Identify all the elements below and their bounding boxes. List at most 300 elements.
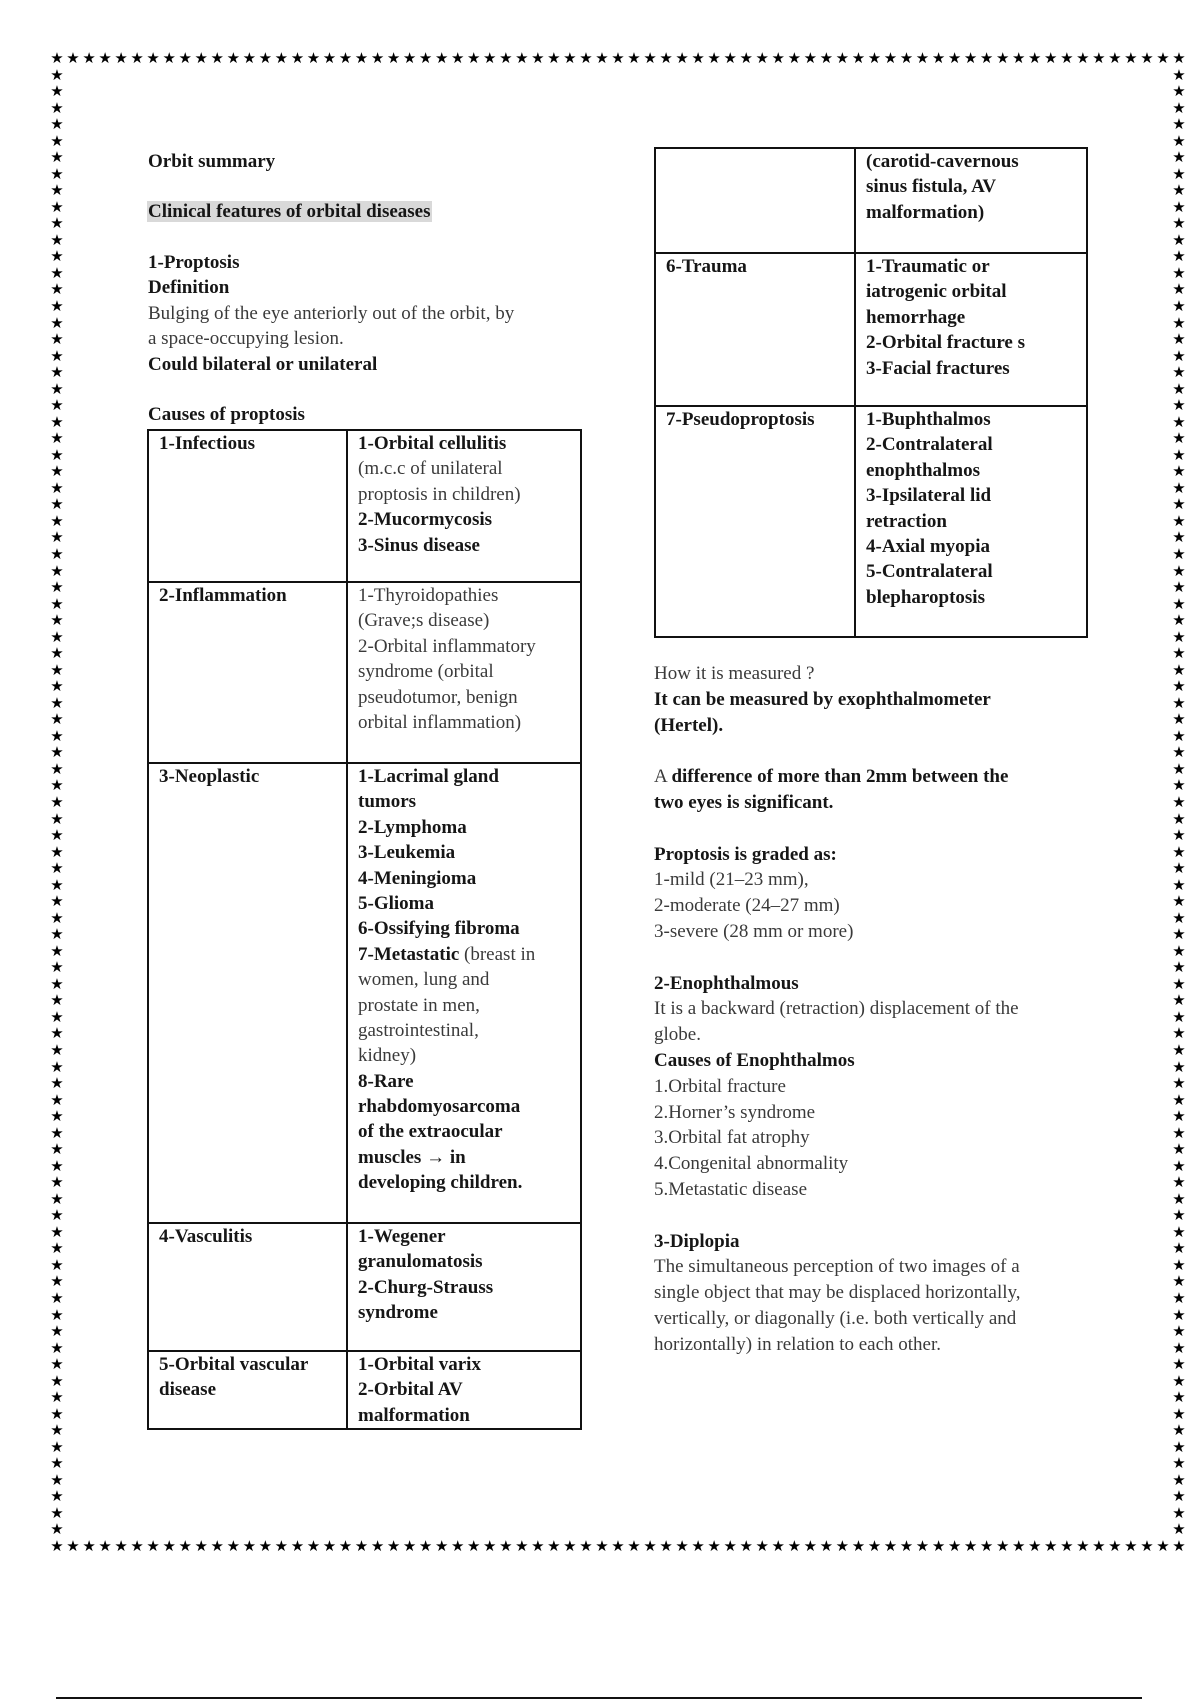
category-label: 5-Orbital vascular: [159, 1354, 309, 1375]
star-icon: ★: [499, 49, 513, 67]
star-icon: ★: [803, 1537, 818, 1555]
star-icon: ★: [50, 1041, 64, 1059]
cause-text: prostate in men,: [358, 994, 480, 1016]
star-icon: ★: [194, 49, 208, 67]
category-cell: [148, 430, 347, 582]
star-icon: ★: [50, 65, 64, 84]
star-icon: ★: [50, 214, 64, 233]
star-icon: ★: [1172, 1470, 1186, 1489]
star-icon: ★: [1140, 1537, 1154, 1555]
star-icon: ★: [210, 49, 224, 67]
cause-line: [358, 993, 580, 1018]
blank-line: [654, 738, 1021, 764]
star-icon: ★: [1044, 49, 1058, 67]
cause-line: [358, 1275, 580, 1300]
table-row: [148, 430, 581, 582]
star-icon: ★: [130, 49, 144, 67]
star-icon: ★: [963, 49, 978, 67]
cause-text: of the extraocular: [358, 1121, 503, 1143]
star-icon: ★: [947, 1537, 962, 1555]
star-icon: ★: [50, 908, 64, 927]
star-icon: ★: [50, 1371, 64, 1390]
star-icon: ★: [1172, 908, 1186, 927]
star-icon: ★: [1124, 49, 1138, 67]
star-icon: ★: [787, 1537, 802, 1555]
star-icon: ★: [274, 1537, 289, 1555]
star-icon: ★: [515, 1537, 529, 1555]
text-line: vertically, or diagonally (i.e. both vertically and: [654, 1307, 1017, 1329]
star-icon: ★: [50, 1007, 64, 1026]
star-icon: ★: [467, 49, 481, 67]
star-icon: ★: [1172, 1404, 1186, 1423]
cause-line: [866, 149, 1086, 174]
star-icon: ★: [354, 49, 369, 67]
star-icon: ★: [50, 611, 64, 630]
cause-text: gastrointestinal,: [358, 1019, 479, 1041]
star-icon: ★: [418, 49, 433, 67]
star-icon: ★: [50, 528, 64, 547]
star-icon: ★: [531, 49, 545, 67]
cause-text: retraction: [866, 510, 947, 532]
cause-text: 7-Metastatic: [358, 943, 460, 965]
star-icon: ★: [1172, 1520, 1186, 1539]
cause-line: [866, 279, 1086, 304]
star-icon: ★: [1092, 1537, 1106, 1555]
star-icon: ★: [947, 49, 962, 67]
star-icon: ★: [50, 495, 64, 514]
causes-cell: [347, 1223, 581, 1351]
cause-line: [866, 305, 1086, 330]
star-icon: ★: [322, 1537, 337, 1555]
star-icon: ★: [242, 1537, 257, 1555]
star-icon: ★: [50, 1123, 64, 1142]
table-row: [655, 148, 1087, 253]
star-icon: ★: [50, 49, 64, 67]
text-line: Causes of Enophthalmos: [654, 1049, 855, 1071]
star-icon: ★: [50, 627, 64, 646]
star-icon: ★: [50, 809, 64, 828]
star-icon: ★: [1172, 1107, 1186, 1126]
star-icon: ★: [1172, 1239, 1186, 1258]
star-icon: ★: [450, 49, 465, 67]
star-icon: ★: [50, 1173, 64, 1192]
text-line: 2-Enophthalmous: [654, 972, 799, 994]
star-icon: ★: [50, 1470, 64, 1489]
star-icon: ★: [418, 1537, 433, 1555]
star-icon: ★: [1156, 49, 1170, 67]
text-line: [654, 764, 1021, 790]
star-icon: ★: [50, 776, 64, 795]
star-icon: ★: [1172, 230, 1186, 249]
star-icon: ★: [1060, 49, 1074, 67]
star-icon: ★: [50, 1289, 64, 1307]
star-icon: ★: [50, 974, 64, 993]
text-line: 1.Orbital fracture: [654, 1075, 786, 1097]
star-icon: ★: [467, 1537, 481, 1555]
star-icon: ★: [1172, 1388, 1186, 1407]
cause-line: [358, 764, 580, 789]
cause-text: 1-Wegener: [358, 1226, 446, 1247]
cause-line: [358, 608, 580, 633]
star-icon: ★: [1172, 65, 1186, 84]
cause-line: [358, 1352, 580, 1377]
star-icon: ★: [50, 1305, 64, 1324]
cause-line: [358, 942, 580, 967]
cause-text: blepharoptosis: [866, 586, 985, 608]
star-icon: ★: [450, 1537, 465, 1555]
star-icon: ★: [50, 131, 64, 150]
star-icon: ★: [819, 1537, 834, 1555]
category-label: 3-Neoplastic: [159, 766, 260, 787]
star-icon: ★: [803, 49, 818, 67]
star-icon: ★: [130, 1537, 144, 1555]
causes-title: Causes of proptosis: [148, 404, 305, 425]
text-line: Proptosis is graded as:: [654, 843, 837, 865]
star-icon: ★: [867, 49, 882, 67]
star-icon: ★: [50, 1057, 64, 1076]
star-icon: ★: [547, 1537, 561, 1555]
star-icon: ★: [50, 892, 64, 911]
table-row: [148, 1351, 581, 1429]
star-icon: ★: [50, 1206, 64, 1225]
star-icon: ★: [1172, 164, 1186, 183]
star-icon: ★: [771, 1537, 785, 1555]
cause-line: [866, 432, 1086, 457]
cause-text: (carotid-cavernous: [866, 151, 1019, 172]
cause-line: [358, 659, 580, 684]
star-icon: ★: [50, 1222, 64, 1241]
cause-text: 6-Ossifying fibroma: [358, 918, 520, 940]
cause-line: [358, 583, 580, 608]
cause-line: [358, 1145, 580, 1170]
star-icon: ★: [755, 1537, 769, 1555]
cause-line: [358, 634, 580, 659]
star-icon: ★: [1172, 1487, 1186, 1506]
star-icon: ★: [322, 49, 337, 67]
star-icon: ★: [1140, 49, 1154, 67]
star-icon: ★: [306, 49, 321, 67]
star-icon: ★: [1172, 1189, 1186, 1208]
text-line: (Hertel).: [654, 714, 724, 736]
star-icon: ★: [611, 1537, 625, 1555]
text-line: single object that may be displaced horizontally,: [654, 1282, 1021, 1304]
star-icon: ★: [50, 1074, 64, 1093]
cause-text: syndrome: [358, 1302, 438, 1324]
star-icon: ★: [50, 1454, 64, 1473]
star-icon: ★: [643, 49, 657, 67]
star-icon: ★: [50, 1024, 64, 1043]
category-label: disease: [159, 1379, 216, 1401]
star-icon: ★: [178, 49, 192, 67]
cause-line: [866, 458, 1086, 483]
star-icon: ★: [1156, 1537, 1170, 1555]
star-icon: ★: [338, 49, 353, 67]
definition-text: a space-occupying lesion.: [148, 328, 344, 350]
cause-text: 2-Orbital inflammatory: [358, 635, 536, 657]
star-icon: ★: [50, 545, 64, 563]
star-icon: ★: [98, 49, 112, 67]
category-label: 1-Infectious: [159, 433, 256, 454]
star-icon: ★: [50, 1487, 64, 1506]
star-icon: ★: [50, 743, 64, 762]
star-icon: ★: [50, 263, 64, 282]
star-icon: ★: [50, 826, 64, 845]
star-icon: ★: [1172, 429, 1186, 448]
star-icon: ★: [931, 1537, 946, 1555]
cause-text: kidney): [358, 1045, 417, 1067]
star-icon: ★: [1172, 1156, 1186, 1175]
cause-line: [358, 710, 580, 735]
category-cell: [148, 1351, 347, 1429]
cause-text: proptosis in children): [358, 483, 521, 505]
star-icon: ★: [1172, 528, 1186, 547]
star-icon: ★: [50, 330, 64, 349]
star-icon: ★: [723, 49, 737, 67]
definition-text: Bulging of the eye anteriorly out of the orbit, by: [148, 302, 515, 324]
star-icon: ★: [851, 49, 866, 67]
star-icon: ★: [1172, 98, 1186, 117]
text-line: 3.Orbital fat atrophy: [654, 1127, 810, 1149]
star-icon: ★: [50, 197, 64, 216]
star-icon: ★: [643, 1537, 657, 1555]
category-cell: [148, 1223, 347, 1351]
star-icon: ★: [1172, 478, 1186, 497]
text-line: two eyes is significant.: [654, 791, 834, 813]
star-icon: ★: [1172, 710, 1186, 729]
star-icon: ★: [1172, 1371, 1186, 1390]
text-line: 2.Horner’s syndrome: [654, 1101, 816, 1123]
star-icon: ★: [50, 1156, 64, 1175]
star-icon: ★: [1172, 1140, 1186, 1159]
cause-text: 4-Axial myopia: [866, 535, 991, 557]
star-icon: ★: [1172, 181, 1186, 200]
star-icon: ★: [50, 115, 64, 134]
table-row: [655, 253, 1087, 406]
star-icon: ★: [1172, 594, 1186, 613]
star-icon: ★: [306, 1537, 321, 1555]
star-icon: ★: [50, 280, 64, 299]
star-icon: ★: [1172, 925, 1186, 944]
cause-text: rhabdomyosarcoma: [358, 1096, 521, 1118]
star-icon: ★: [50, 247, 64, 266]
star-icon: ★: [547, 49, 561, 67]
category-label: 4-Vasculitis: [159, 1226, 253, 1247]
star-icon: ★: [50, 1355, 64, 1374]
star-icon: ★: [915, 49, 930, 67]
star-icon: ★: [1172, 875, 1186, 894]
star-icon: ★: [1172, 1421, 1186, 1440]
star-icon: ★: [1172, 809, 1186, 828]
category-label: 6-Trauma: [666, 256, 747, 277]
cause-text: 2-Contralateral: [866, 434, 993, 456]
star-icon: ★: [402, 1537, 417, 1555]
star-icon: ★: [867, 1537, 882, 1555]
star-icon: ★: [210, 1537, 224, 1555]
cause-text: 2-Lymphoma: [358, 816, 467, 838]
star-icon: ★: [354, 1537, 369, 1555]
text-line: 3-severe (28 mm or more): [654, 920, 854, 942]
star-icon: ★: [50, 1421, 64, 1440]
table-row: [148, 1223, 581, 1351]
star-icon: ★: [1172, 197, 1186, 216]
star-icon: ★: [1172, 148, 1186, 167]
star-icon: ★: [1172, 1537, 1186, 1555]
cause-line: [358, 685, 580, 710]
star-icon: ★: [50, 693, 64, 712]
star-icon: ★: [531, 1537, 545, 1555]
cause-line: [866, 483, 1086, 508]
star-icon: ★: [1172, 726, 1186, 745]
star-icon: ★: [1172, 1041, 1186, 1059]
text-line: 3-Diplopia: [654, 1230, 740, 1252]
star-icon: ★: [50, 1272, 64, 1291]
star-icon: ★: [50, 1090, 64, 1109]
page-title: Orbit summary: [148, 151, 276, 172]
star-icon: ★: [659, 49, 673, 67]
blank-line: [654, 945, 1021, 971]
cause-text: 2-Orbital fracture s: [866, 332, 1025, 354]
star-icon: ★: [1172, 297, 1186, 315]
star-icon: ★: [563, 49, 577, 67]
category-cell: [655, 406, 855, 637]
star-icon: ★: [50, 230, 64, 249]
causes-cell: [347, 1351, 581, 1429]
star-icon: ★: [1172, 396, 1186, 415]
star-icon: ★: [1172, 793, 1186, 811]
star-icon: ★: [66, 1537, 80, 1555]
cause-text: 4-Meningioma: [358, 867, 477, 889]
cause-line: [358, 866, 580, 891]
star-icon: ★: [1172, 214, 1186, 233]
cause-line: [866, 559, 1086, 584]
star-icon: ★: [162, 1537, 176, 1555]
cause-line: [358, 1377, 580, 1402]
star-icon: ★: [50, 677, 64, 696]
star-icon: ★: [50, 561, 64, 580]
star-icon: ★: [579, 1537, 593, 1555]
text-segment: difference of more than 2mm between the: [671, 766, 1009, 788]
star-icon: ★: [1172, 1206, 1186, 1225]
cause-line: [358, 1069, 580, 1094]
star-icon: ★: [162, 49, 176, 67]
star-icon: ★: [979, 49, 994, 67]
star-icon: ★: [1172, 1503, 1186, 1522]
star-icon: ★: [819, 49, 834, 67]
star-icon: ★: [50, 594, 64, 613]
category-label: 7-Pseudoproptosis: [666, 409, 815, 430]
star-icon: ★: [50, 793, 64, 811]
star-icon: ★: [50, 1322, 64, 1341]
star-icon: ★: [739, 49, 753, 67]
star-icon: ★: [1172, 115, 1186, 134]
star-icon: ★: [114, 1537, 128, 1555]
cause-text: syndrome (orbital: [358, 661, 494, 683]
star-icon: ★: [1076, 49, 1090, 67]
star-icon: ★: [50, 297, 64, 315]
star-icon: ★: [1172, 1024, 1186, 1043]
star-icon: ★: [1172, 941, 1186, 960]
cause-text: (m.c.c of unilateral: [358, 458, 503, 480]
star-icon: ★: [851, 1537, 866, 1555]
footer-rule: [56, 1697, 1142, 1699]
star-icon: ★: [50, 429, 64, 448]
cause-line: [358, 1224, 580, 1249]
star-icon: ★: [146, 1537, 160, 1555]
star-icon: ★: [1076, 1537, 1090, 1555]
star-icon: ★: [483, 49, 497, 67]
cause-line: [358, 507, 580, 532]
star-icon: ★: [899, 49, 914, 67]
star-icon: ★: [1172, 1074, 1186, 1093]
category-cell: [655, 253, 855, 406]
right-column-text: [654, 661, 1021, 1358]
text-line: 1-mild (21–23 mm),: [654, 869, 809, 891]
star-icon: ★: [1172, 578, 1186, 597]
star-icon: ★: [50, 98, 64, 117]
cause-line: [358, 1300, 580, 1325]
star-icon: ★: [499, 1537, 513, 1555]
star-icon: ★: [1172, 495, 1186, 514]
cause-line: [358, 456, 580, 481]
cause-line: [866, 534, 1086, 559]
star-icon: ★: [1172, 892, 1186, 911]
star-icon: ★: [579, 49, 593, 67]
star-icon: ★: [50, 710, 64, 729]
star-icon: ★: [739, 1537, 753, 1555]
star-icon: ★: [1172, 1222, 1186, 1241]
cause-line: [866, 330, 1086, 355]
cause-text: (breast in: [459, 943, 536, 965]
star-icon: ★: [1108, 49, 1122, 67]
star-icon: ★: [82, 1537, 96, 1555]
cause-text: (Grave;s disease): [358, 610, 490, 632]
table-row: [148, 582, 581, 763]
text-line: 5.Metastatic disease: [654, 1178, 808, 1200]
star-icon: ★: [434, 49, 449, 67]
star-icon: ★: [1172, 263, 1186, 282]
star-icon: ★: [50, 1520, 64, 1539]
cause-text: 1-Thyroidopathies: [358, 585, 499, 606]
cause-line: [866, 585, 1086, 610]
star-icon: ★: [1172, 131, 1186, 150]
table-row: [655, 406, 1087, 637]
star-icon: ★: [1172, 1454, 1186, 1473]
star-icon: ★: [835, 1537, 850, 1555]
cause-line: [866, 509, 1086, 534]
cause-text: 5-Contralateral: [866, 561, 993, 583]
star-icon: ★: [50, 82, 64, 101]
causes-cell: [855, 406, 1087, 637]
causes-cell: [855, 148, 1087, 253]
star-icon: ★: [835, 49, 850, 67]
star-icon: ★: [1172, 545, 1186, 563]
star-icon: ★: [50, 379, 64, 398]
star-icon: ★: [258, 49, 273, 67]
text-line: 2-moderate (24–27 mm): [654, 895, 840, 917]
star-icon: ★: [1172, 826, 1186, 845]
star-icon: ★: [98, 1537, 112, 1555]
star-icon: ★: [595, 49, 609, 67]
star-icon: ★: [290, 1537, 305, 1555]
laterality-note: Could bilateral or unilateral: [148, 353, 378, 375]
star-icon: ★: [1172, 974, 1186, 993]
star-icon: ★: [386, 49, 401, 67]
star-icon: ★: [50, 1537, 64, 1555]
cause-line: [358, 916, 580, 941]
star-icon: ★: [659, 1537, 673, 1555]
blank-line: [654, 816, 1021, 842]
star-icon: ★: [50, 842, 64, 861]
